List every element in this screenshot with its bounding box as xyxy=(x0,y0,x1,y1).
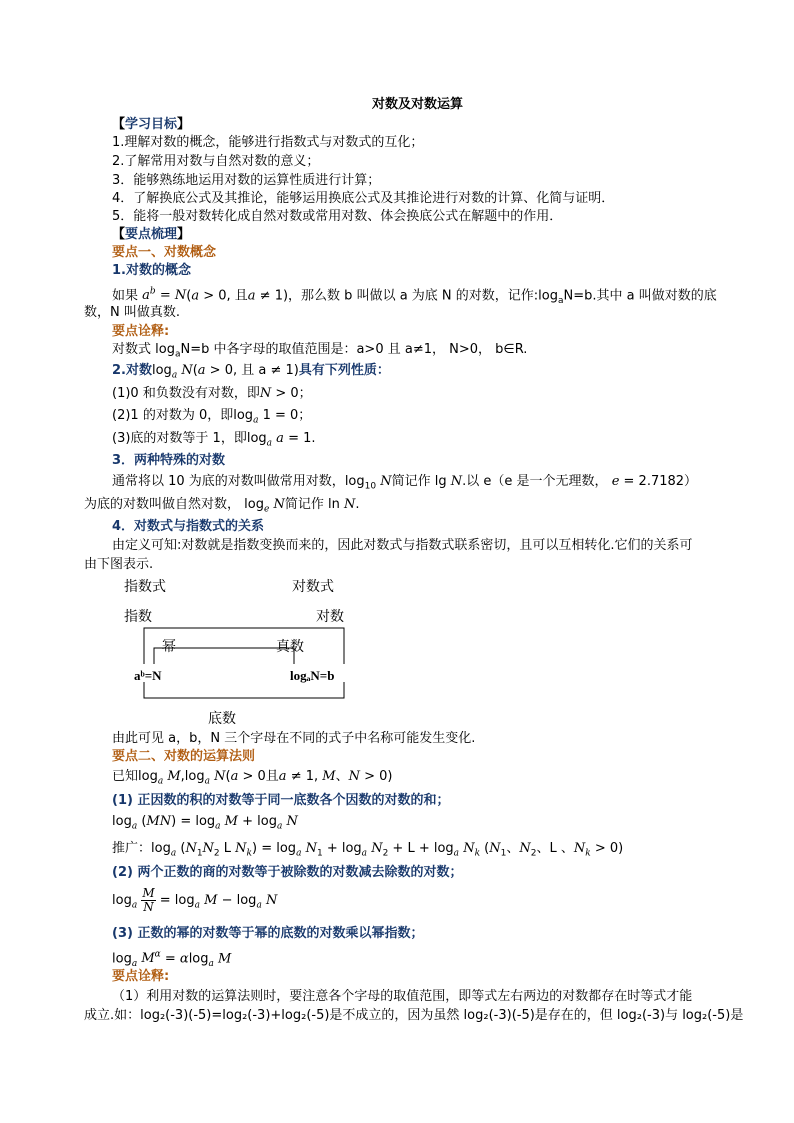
common-log-line: 通常将以 10 为底的对数叫做常用对数，$\log_{10} N$简记作 lg N.以 e（e 是一个无理数， e = 2.7182） xyxy=(112,474,698,492)
exp-form-label: 指数式 xyxy=(124,579,166,595)
goal-item: 3．能够熟练地运用对数的运算性质进行计算； xyxy=(112,173,381,188)
rule-1-generalization: 推广：$\log_a (N_1N_2$ L $N_k) = \log_a N_1 + \log_a N_2 + L + \log_a N_k$ ($N_1$、$N_2$、L 、$N_k > 0$) xyxy=(112,841,624,859)
goal-item: 2.了解常用对数与自然对数的意义； xyxy=(112,154,320,169)
definition-line-2: 数，N 叫做真数. xyxy=(84,305,180,320)
note-2-text: （1）利用对数的运算法则时，要注意各个字母的取值范围，即等式左右两边的对数都存在时等式才能 xyxy=(112,989,693,1004)
special-logs-heading: 3．两种特殊的对数 xyxy=(112,453,226,468)
log-concept-heading: 1.对数的概念 xyxy=(112,263,191,278)
note-2-text-2: 成立.如：log₂(-3)(-5)=log₂(-3)+log₂(-5)是不成立的，因为虽然 log₂(-3)(-5)是存在的，但 log₂(-3)与 log₂(-5)是 xyxy=(84,1008,744,1023)
point-two-heading: 要点二、对数的运算法则 xyxy=(112,749,256,764)
relation-conclusion: 由此可见 a，b，N 三个字母在不同的式子中名称可能发生变化. xyxy=(112,731,476,746)
page-title: 对数及对数运算 xyxy=(372,97,464,112)
rule-2-formula: $\log_a$ $\frac{M}{N}$ = $\log_a M - \log_a N$ xyxy=(112,886,278,914)
section-goals-heading: 【学习目标】 xyxy=(112,117,191,132)
property-2: (2)1 的对数为 0，即$\log_a 1 = 0$； xyxy=(112,408,312,426)
goal-item: 1.理解对数的概念，能够进行指数式与对数式的互化； xyxy=(112,135,424,150)
log-form-label: 对数式 xyxy=(292,579,334,595)
exponent-label: 指数 xyxy=(124,609,152,625)
natural-log-line: 为底的对数叫做自然对数， $\log_e N$简记作 ln N. xyxy=(84,497,360,515)
power-label: 幂 xyxy=(162,639,176,655)
exp-log-relation-diagram xyxy=(108,572,368,732)
relation-text-2: 由下图表示. xyxy=(84,557,154,572)
point-one-heading: 要点一、对数概念 xyxy=(112,245,217,260)
relation-text: 由定义可知:对数就是指数变换而来的，因此对数式与指数式联系密切，且可以互相转化.它们的关系可 xyxy=(112,538,693,553)
diagram-connectors xyxy=(108,572,368,732)
log-equation: logₐN=b xyxy=(290,668,335,683)
rule-1-heading: (1) 正因数的积的对数等于同一底数各个因数的对数的和； xyxy=(112,793,450,808)
rule-2-heading: (2) 两个正数的商的对数等于被除数的对数减去除数的对数； xyxy=(112,865,463,880)
antilog-label: 真数 xyxy=(276,639,304,655)
note-2-heading: 要点诠释: xyxy=(112,969,170,984)
rule-1-formula: $\log_a (MN) = \log_a M + \log_a N$ xyxy=(112,814,298,832)
goal-item: 5．能将一般对数转化成自然对数或常用对数、体会换底公式在解题中的作用． xyxy=(112,209,563,224)
base-label: 底数 xyxy=(208,711,236,727)
rule-3-formula: $\log_a M^\alpha = \alpha\log_a$ M xyxy=(112,950,232,969)
property-3: (3)底的对数等于 1，即$\log_a a = 1$. xyxy=(112,431,316,449)
goal-item: 4．了解换底公式及其推论，能够运用换底公式及其推论进行对数的计算、化简与证明． xyxy=(112,191,615,206)
note-heading: 要点诠释: xyxy=(112,324,170,339)
property-1: (1)0 和负数没有对数，即N > 0； xyxy=(112,386,312,401)
note-text: 对数式 $\log_aN=b$ 中各字母的取值范围是：a>0 且 a≠1， N>0， b∈R. xyxy=(112,342,528,360)
exp-equation: aᵇ=N xyxy=(134,668,162,683)
rule-3-heading: (3) 正数的幂的对数等于幂的底数的对数乘以幂指数； xyxy=(112,926,424,941)
log-property-heading: 2.对数$\log_a N(a > 0$, 且 a ≠ 1)具有下列性质： xyxy=(112,363,390,381)
section-summary-heading: 【要点梳理】 xyxy=(112,227,191,242)
known-condition: 已知$\log_a M,\log_a$ N(a > 0且a ≠ 1, M、N > 0) xyxy=(112,769,393,787)
definition-line: 如果 $a^b = N(a > 0$, 且a ≠ 1)，那么数 b 叫做以 a 为底 N 的对数，记作$:\log_aN=b$.其中 a 叫做对数的底 xyxy=(112,287,717,306)
logarithm-label: 对数 xyxy=(316,609,344,625)
relation-heading: 4．对数式与指数式的关系 xyxy=(112,519,265,534)
